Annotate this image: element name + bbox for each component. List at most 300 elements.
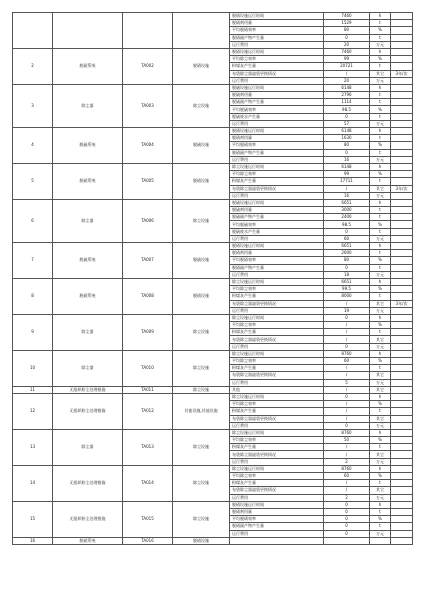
row-number-cell: 4 — [13, 128, 53, 164]
unit-cell: t — [370, 480, 391, 487]
item-cell: 布袋除尘器滤袋更换情况 — [230, 372, 324, 379]
unit-cell: % — [370, 322, 391, 329]
note-cell — [391, 235, 413, 242]
item-cell: 平均除尘效率 — [230, 56, 324, 63]
item-cell: 平均脱硝效率 — [230, 516, 324, 523]
unit-cell: 其它 — [370, 415, 391, 422]
table-row — [13, 128, 413, 135]
note-cell — [391, 41, 413, 48]
facility-name-cell: 除尘器 — [53, 350, 123, 386]
value-cell: 18 — [324, 271, 370, 278]
value-cell: 17711 — [324, 178, 370, 185]
value-cell: 6148 — [324, 163, 370, 170]
table-row — [13, 243, 413, 250]
note-cell — [391, 429, 413, 436]
table-row — [13, 537, 413, 544]
facility-code-cell: TA006 — [123, 199, 173, 242]
item-cell: 粉煤灰产生量 — [230, 480, 324, 487]
item-cell: 脱硝副产物产生量 — [230, 34, 324, 41]
unit-cell: 万元 — [370, 192, 391, 199]
unit-cell: h — [370, 128, 391, 135]
facility-name-cell: 无组织粉尘处理措施 — [53, 393, 123, 429]
value-cell: 60 — [324, 235, 370, 242]
item-cell: 平均除尘效率 — [230, 286, 324, 293]
note-cell — [391, 214, 413, 221]
note-cell — [391, 465, 413, 472]
unit-cell: t — [370, 214, 391, 221]
note-cell — [391, 286, 413, 293]
facility-code-cell: TA011 — [123, 386, 173, 393]
note-cell — [391, 516, 413, 523]
note-cell — [391, 13, 413, 20]
facility-name-cell: 脱硫系统 — [53, 243, 123, 279]
note-cell — [391, 257, 413, 264]
value-cell: 0 — [324, 34, 370, 41]
note-cell — [391, 20, 413, 27]
facility-type-cell: 除尘设施 — [173, 84, 230, 127]
table-row — [13, 48, 413, 55]
unit-cell: % — [370, 257, 391, 264]
unit-cell: t — [370, 444, 391, 451]
item-cell: 运行费用 — [230, 120, 324, 127]
row-number-cell: 15 — [13, 501, 53, 537]
item-cell: 脱硝剂用量 — [230, 20, 324, 27]
item-cell: 平均脱硫效率 — [230, 221, 324, 228]
facility-type-cell: 脱硝设施 — [173, 278, 230, 314]
value-cell: / — [324, 408, 370, 415]
item-cell: 平均脱硝效率 — [230, 27, 324, 34]
item-cell: 布袋除尘器滤袋更换情况 — [230, 487, 324, 494]
facility-code-cell: TA004 — [123, 128, 173, 164]
value-cell: 80 — [324, 142, 370, 149]
value-cell: 1529 — [324, 20, 370, 27]
unit-cell: h — [370, 429, 391, 436]
note-cell — [391, 336, 413, 343]
unit-cell: t — [370, 34, 391, 41]
unit-cell: h — [370, 13, 391, 20]
row-number-cell: 3 — [13, 84, 53, 127]
value-cell: 98.5 — [324, 106, 370, 113]
note-cell — [391, 63, 413, 70]
unit-cell — [370, 537, 391, 544]
value-cell: 57 — [324, 120, 370, 127]
unit-cell: 万元 — [370, 77, 391, 84]
value-cell: / — [324, 372, 370, 379]
unit-cell: 万元 — [370, 120, 391, 127]
table-row — [13, 13, 413, 20]
row-number-cell: 8 — [13, 278, 53, 314]
facility-name-cell: 除尘器 — [53, 84, 123, 127]
value-cell: 20721 — [324, 63, 370, 70]
item-cell: 脱硫副产物产生量 — [230, 99, 324, 106]
facility-operation-table — [12, 12, 412, 545]
unit-cell: 其它 — [370, 386, 391, 393]
value-cell: 6651 — [324, 243, 370, 250]
value-cell: 0 — [324, 264, 370, 271]
row-number-cell — [13, 13, 53, 49]
note-cell — [391, 401, 413, 408]
item-cell: 布袋除尘器滤袋更换情况 — [230, 300, 324, 307]
note-cell — [391, 365, 413, 372]
value-cell: / — [324, 487, 370, 494]
value-cell: 2400 — [324, 214, 370, 221]
note-cell — [391, 437, 413, 444]
unit-cell: 万元 — [370, 458, 391, 465]
facility-code-cell: TA002 — [123, 48, 173, 84]
item-cell: 布袋除尘器滤袋更换情况 — [230, 415, 324, 422]
unit-cell: % — [370, 171, 391, 178]
note-cell — [391, 329, 413, 336]
table-row — [13, 386, 413, 393]
unit-cell: % — [370, 221, 391, 228]
unit-cell: % — [370, 473, 391, 480]
note-cell — [391, 307, 413, 314]
unit-cell: t — [370, 92, 391, 99]
item-cell: 脱硫废水产生量 — [230, 228, 324, 235]
note-cell — [391, 243, 413, 250]
facility-code-cell: TA014 — [123, 465, 173, 501]
note-cell — [391, 48, 413, 55]
unit-cell: % — [370, 516, 391, 523]
unit-cell: % — [370, 142, 391, 149]
unit-cell: t — [370, 228, 391, 235]
unit-cell: h — [370, 84, 391, 91]
note-cell — [391, 264, 413, 271]
data-table — [12, 12, 413, 545]
unit-cell: t — [370, 408, 391, 415]
item-cell: 粉煤灰产生量 — [230, 329, 324, 336]
facility-type-cell: 脱硫设施 — [173, 243, 230, 279]
item-cell: 布袋除尘器滤袋更换情况 — [230, 336, 324, 343]
item-cell: 脱硝副产物产生量 — [230, 264, 324, 271]
item-cell: 脱硝设施运行时间 — [230, 501, 324, 508]
value-cell: 0 — [324, 530, 370, 537]
table-row — [13, 163, 413, 170]
value-cell: 60 — [324, 358, 370, 365]
unit-cell: h — [370, 314, 391, 321]
unit-cell: t — [370, 508, 391, 515]
unit-cell: 其它 — [370, 336, 391, 343]
unit-cell: t — [370, 135, 391, 142]
item-cell: 除尘设施运行时间 — [230, 429, 324, 436]
item-cell: 运行费用 — [230, 307, 324, 314]
unit-cell: % — [370, 437, 391, 444]
unit-cell: t — [370, 365, 391, 372]
facility-type-cell: 除尘设施 — [173, 314, 230, 350]
table-row — [13, 84, 413, 91]
item-cell: 除尘设施运行时间 — [230, 163, 324, 170]
item-cell: 运行费用 — [230, 271, 324, 278]
facility-code-cell: TA010 — [123, 350, 173, 386]
unit-cell: 其它 — [370, 451, 391, 458]
value-cell: / — [324, 322, 370, 329]
note-cell — [391, 56, 413, 63]
value-cell: / — [324, 70, 370, 77]
value-cell: 50 — [324, 437, 370, 444]
unit-cell: t — [370, 113, 391, 120]
note-cell — [391, 271, 413, 278]
unit-cell: t — [370, 99, 391, 106]
unit-cell: 万元 — [370, 271, 391, 278]
unit-cell: % — [370, 27, 391, 34]
table-row — [13, 278, 413, 285]
item-cell: 除尘设施运行时间 — [230, 465, 324, 472]
note-cell — [391, 128, 413, 135]
value-cell: 60 — [324, 473, 370, 480]
note-cell — [391, 27, 413, 34]
value-cell: 0 — [324, 501, 370, 508]
value-cell: 98.5 — [324, 221, 370, 228]
unit-cell: t — [370, 20, 391, 27]
note-cell — [391, 508, 413, 515]
table-row — [13, 465, 413, 472]
unit-cell: 其它 — [370, 70, 391, 77]
unit-cell: 万元 — [370, 156, 391, 163]
value-cell: / — [324, 365, 370, 372]
value-cell: / — [324, 444, 370, 451]
unit-cell: h — [370, 199, 391, 206]
note-cell — [391, 34, 413, 41]
value-cell: 0 — [324, 343, 370, 350]
value-cell: / — [324, 329, 370, 336]
item-cell: 除尘设施运行时间 — [230, 393, 324, 400]
unit-cell: t — [370, 264, 391, 271]
note-cell — [391, 142, 413, 149]
unit-cell: 万元 — [370, 422, 391, 429]
item-cell: 运行费用 — [230, 41, 324, 48]
facility-code-cell: TA015 — [123, 501, 173, 537]
value-cell: 80 — [324, 257, 370, 264]
value-cell: 80 — [324, 27, 370, 34]
unit-cell: % — [370, 401, 391, 408]
item-cell: 脱硝副产物产生量 — [230, 523, 324, 530]
unit-cell: 万元 — [370, 494, 391, 501]
value-cell: 0 — [324, 516, 370, 523]
row-number-cell: 14 — [13, 465, 53, 501]
note-cell — [391, 314, 413, 321]
facility-type-cell: 除尘设施 — [173, 199, 230, 242]
value-cell: 0 — [324, 314, 370, 321]
note-cell — [391, 350, 413, 357]
item-cell: 脱硝设施运行时间 — [230, 13, 324, 20]
note-cell: 3年/次 — [391, 70, 413, 77]
item-cell: 运行费用 — [230, 422, 324, 429]
facility-code-cell — [123, 13, 173, 49]
item-cell: 布袋除尘器滤袋更换情况 — [230, 451, 324, 458]
note-cell — [391, 322, 413, 329]
note-cell — [391, 207, 413, 214]
unit-cell: t — [370, 178, 391, 185]
note-cell — [391, 379, 413, 386]
unit-cell: 万元 — [370, 41, 391, 48]
unit-cell: h — [370, 163, 391, 170]
note-cell — [391, 422, 413, 429]
note-cell — [391, 171, 413, 178]
value-cell: 8000 — [324, 293, 370, 300]
value-cell: 16 — [324, 192, 370, 199]
note-cell — [391, 386, 413, 393]
item-cell: 脱硝设施运行时间 — [230, 128, 324, 135]
facility-type-cell: 除尘设施 — [173, 465, 230, 501]
value-cell: 8760 — [324, 429, 370, 436]
value-cell: 0 — [324, 113, 370, 120]
note-cell — [391, 501, 413, 508]
value-cell: 0 — [324, 508, 370, 515]
note-cell — [391, 530, 413, 537]
note-cell — [391, 487, 413, 494]
item-cell: 平均除尘效率 — [230, 437, 324, 444]
item-cell: 脱硝副产物产生量 — [230, 149, 324, 156]
item-cell: 粉煤灰产生量 — [230, 293, 324, 300]
note-cell — [391, 415, 413, 422]
unit-cell: 其它 — [370, 487, 391, 494]
item-cell: 运行费用 — [230, 379, 324, 386]
row-number-cell: 11 — [13, 386, 53, 393]
value-cell: / — [324, 401, 370, 408]
row-number-cell: 13 — [13, 429, 53, 465]
unit-cell: % — [370, 358, 391, 365]
table-row — [13, 199, 413, 206]
value-cell: 20 — [324, 41, 370, 48]
item-cell: 运行费用 — [230, 235, 324, 242]
item-cell: 平均除尘效率 — [230, 358, 324, 365]
facility-name-cell: 无组织粉尘处理措施 — [53, 465, 123, 501]
note-cell — [391, 156, 413, 163]
row-number-cell: 9 — [13, 314, 53, 350]
value-cell: 1114 — [324, 99, 370, 106]
facility-name-cell: 脱硝系统 — [53, 278, 123, 314]
unit-cell: 万元 — [370, 343, 391, 350]
note-cell — [391, 163, 413, 170]
unit-cell: 其它 — [370, 372, 391, 379]
item-cell: 除尘设施运行时间 — [230, 314, 324, 321]
note-cell — [391, 343, 413, 350]
note-cell — [391, 77, 413, 84]
note-cell — [391, 149, 413, 156]
item-cell: 脱硝剂用量 — [230, 508, 324, 515]
facility-type-cell: 脱硝设施 — [173, 48, 230, 84]
note-cell — [391, 135, 413, 142]
item-cell: 平均除尘效率 — [230, 322, 324, 329]
facility-type-cell: 除尘设施 — [173, 501, 230, 537]
value-cell: 7460 — [324, 48, 370, 55]
item-cell: 粉煤灰产生量 — [230, 178, 324, 185]
item-cell: 运行费用 — [230, 343, 324, 350]
value-cell: 99 — [324, 56, 370, 63]
facility-name-cell: 脱硝系统 — [53, 537, 123, 544]
row-number-cell: 5 — [13, 163, 53, 199]
value-cell: 20 — [324, 77, 370, 84]
note-cell — [391, 221, 413, 228]
note-cell — [391, 393, 413, 400]
value-cell: 8760 — [324, 465, 370, 472]
note-cell — [391, 494, 413, 501]
value-cell: / — [324, 185, 370, 192]
value-cell: 3000 — [324, 207, 370, 214]
item-cell: 运行费用 — [230, 530, 324, 537]
item-cell: 除尘设施运行时间 — [230, 350, 324, 357]
note-cell — [391, 358, 413, 365]
note-cell — [391, 199, 413, 206]
row-number-cell: 6 — [13, 199, 53, 242]
value-cell: 5 — [324, 379, 370, 386]
unit-cell: t — [370, 207, 391, 214]
value-cell: / — [324, 300, 370, 307]
unit-cell: % — [370, 106, 391, 113]
item-cell: 平均除尘效率 — [230, 473, 324, 480]
item-cell: 布袋除尘器滤袋更换情况 — [230, 185, 324, 192]
item-cell: 脱硫副产物产生量 — [230, 214, 324, 221]
value-cell: 0 — [324, 149, 370, 156]
unit-cell: h — [370, 243, 391, 250]
note-cell — [391, 106, 413, 113]
unit-cell: h — [370, 48, 391, 55]
table-row — [13, 314, 413, 321]
facility-code-cell: TA009 — [123, 314, 173, 350]
facility-code-cell: TA008 — [123, 278, 173, 314]
item-cell: 脱硝设施运行时间 — [230, 243, 324, 250]
value-cell: 19 — [324, 307, 370, 314]
unit-cell: h — [370, 501, 391, 508]
facility-name-cell: 除尘器 — [53, 429, 123, 465]
row-number-cell: 16 — [13, 537, 53, 544]
note-cell — [391, 473, 413, 480]
unit-cell: h — [370, 465, 391, 472]
note-cell — [391, 278, 413, 285]
row-number-cell: 10 — [13, 350, 53, 386]
facility-type-cell: 除尘设施 — [173, 429, 230, 465]
facility-name-cell: 脱硝系统 — [53, 163, 123, 199]
facility-type-cell: 除尘设施 — [173, 350, 230, 386]
unit-cell: 万元 — [370, 379, 391, 386]
item-cell: 平均脱硫效率 — [230, 106, 324, 113]
note-cell — [391, 84, 413, 91]
unit-cell: 其它 — [370, 185, 391, 192]
unit-cell: t — [370, 149, 391, 156]
value-cell: 2796 — [324, 92, 370, 99]
value-cell: / — [324, 336, 370, 343]
unit-cell: 其它 — [370, 300, 391, 307]
item-cell: 运行费用 — [230, 494, 324, 501]
note-cell — [391, 99, 413, 106]
value-cell: 16 — [324, 156, 370, 163]
unit-cell: h — [370, 393, 391, 400]
item-cell: 粉煤灰产生量 — [230, 408, 324, 415]
facility-code-cell: TA012 — [123, 393, 173, 429]
facility-code-cell: TA007 — [123, 243, 173, 279]
value-cell: / — [324, 386, 370, 393]
value-cell: 1630 — [324, 135, 370, 142]
item-cell: 平均脱硝效率 — [230, 142, 324, 149]
facility-code-cell: TA016 — [123, 537, 173, 544]
note-cell — [391, 113, 413, 120]
note-cell — [391, 120, 413, 127]
note-cell — [391, 293, 413, 300]
item-cell: 脱硫剂用量 — [230, 92, 324, 99]
unit-cell: h — [370, 278, 391, 285]
note-cell — [391, 250, 413, 257]
item-cell: 脱硝设施运行时间 — [230, 48, 324, 55]
item-cell: 运行费用 — [230, 77, 324, 84]
note-cell — [391, 537, 413, 544]
facility-code-cell: TA013 — [123, 429, 173, 465]
value-cell: 2 — [324, 494, 370, 501]
facility-type-cell: 脱硝设施 — [173, 163, 230, 199]
value-cell: / — [324, 415, 370, 422]
facility-name-cell: 脱硝系统 — [53, 48, 123, 84]
unit-cell: t — [370, 250, 391, 257]
unit-cell: 万元 — [370, 307, 391, 314]
